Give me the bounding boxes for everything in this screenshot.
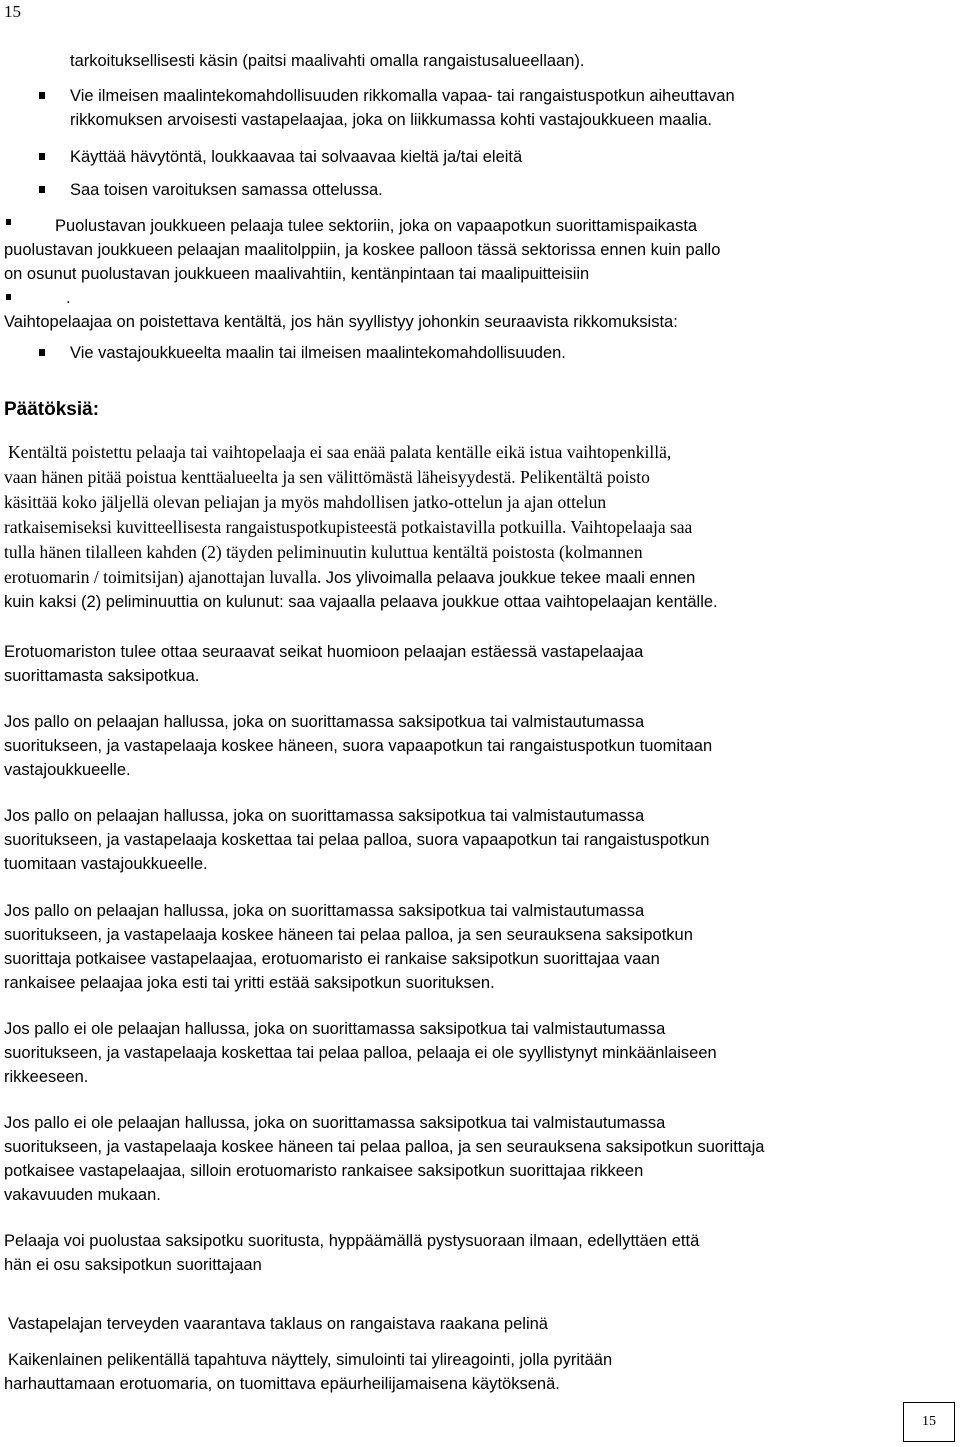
paragraph-line: tuomitaan vastajoukkueelle. <box>4 855 208 873</box>
bullet-icon <box>39 153 45 160</box>
paragraph-line <box>8 440 671 464</box>
paragraph-line: rikkeeseen. <box>4 1068 89 1086</box>
paragraph-line: Pelaaja voi puolustaa saksipotku suoritusta, hyppäämällä pystysuoraan ilmaan, edellyttäen että <box>4 1232 700 1250</box>
text-run: vaan hänen pitää poistua kenttäalueelta ja sen välittömästä läheisyydestä. Pelikentältä poisto <box>4 467 650 487</box>
text-run: ratkaisemiseksi kuvitteellisesta rangaistuspotkupisteestä potkaistavilla potkuilla. Vaihtopelaaja saa <box>4 517 693 537</box>
bullet-icon <box>6 219 11 225</box>
paragraph-line: suoritukseen, ja vastapelaaja koskee häneen tai pelaa palloa, ja sen seurauksena saksipotkun suorittaja <box>4 1138 765 1156</box>
paragraph-line: Jos pallo ei ole pelaajan hallussa, joka on suorittamassa saksipotkua tai valmistautumassa <box>4 1114 666 1132</box>
paragraph-line: suoritukseen, ja vastapelaaja koskettaa tai pelaa palloa, suora vapaapotkun tai rangaistuspotkun <box>4 831 710 849</box>
defender-rule-line: on osunut puolustavan joukkueen maalivahtiin, kentänpintaan tai maalipuitteisiin <box>4 265 590 283</box>
paragraph-line: Jos pallo ei ole pelaajan hallussa, joka on suorittamassa saksipotkua tai valmistautumassa <box>4 1020 666 1038</box>
text-run: kuin kaksi (2) peliminuuttia on kulunut: saa vajaalla pelaava joukkue ottaa vaihtopelaajan kentälle. <box>4 593 718 611</box>
paragraph-line: hän ei osu saksipotkun suorittajaan <box>4 1256 262 1274</box>
page-number-top: 15 <box>4 2 21 21</box>
page-number-bottom: 15 <box>922 1414 936 1429</box>
substitute-item: Vie vastajoukkueelta maalin tai ilmeisen maalintekomahdollisuuden. <box>70 344 566 362</box>
paragraph-line: rankaisee pelaajaa joka esti tai yritti estää saksipotkun suorituksen. <box>4 974 495 992</box>
paragraph-line: vastajoukkueelle. <box>4 761 131 779</box>
bullet-icon <box>6 294 11 300</box>
bullet-icon <box>39 349 45 356</box>
page-number-box <box>903 1402 955 1442</box>
paragraph-line <box>4 465 650 489</box>
substitute-intro: Vaihtopelaajaa on poistettava kentältä, jos hän syyllistyy johonkin seuraavista rikkomuksista: <box>4 313 678 331</box>
bullet-icon <box>39 92 45 99</box>
paragraph-line <box>4 515 692 539</box>
paragraph-line <box>4 490 606 514</box>
list-item-line: rikkomuksen arvoisesti vastapelaajaa, joka on liikkumassa kohti vastajoukkueen maalia. <box>70 111 712 129</box>
paragraph-line: potkaisee vastapelaajaa, silloin erotuomaristo rankaisee saksipotkun suorittajaa rikkeen <box>4 1162 644 1180</box>
bullet-icon <box>39 186 45 193</box>
paragraph-line: vakavuuden mukaan. <box>4 1186 161 1204</box>
paragraph-line: suorittamasta saksipotkua. <box>4 667 200 685</box>
paragraph-line <box>4 565 695 590</box>
paragraph-line: suoritukseen, ja vastapelaaja koskettaa tai pelaa palloa, pelaaja ei ole syyllistynyt minkäänlaiseen <box>4 1044 717 1062</box>
list-continuation: tarkoituksellisesti käsin (paitsi maalivahti omalla rangaistusalueellaan). <box>70 52 585 70</box>
list-item-line: Vie ilmeisen maalintekomahdollisuuden rikkomalla vapaa- tai rangaistuspotkun aiheuttavan <box>70 87 735 105</box>
defender-rule-line: Puolustavan joukkueen pelaaja tulee sektoriin, joka on vapaapotkun suorittamispaikasta <box>55 217 698 235</box>
paragraph-line: Erotuomariston tulee ottaa seuraavat seikat huomioon pelaajan estäessä vastapelaajaa <box>4 643 644 661</box>
paragraph-line: suoritukseen, ja vastapelaaja koskee häneen, suora vapaapotkun tai rangaistuspotkun tuomitaan <box>4 737 713 755</box>
defender-rule-line: puolustavan joukkueen pelaajan maalitolppiin, ja koskee palloon tässä sektorissa ennen kuin pallo <box>4 241 721 259</box>
text-run: käsittää koko jäljellä olevan peliajan ja myös mahdollisen jatko-ottelun ja ajan ottelun <box>4 492 607 512</box>
list-item-line: Käyttää hävytöntä, loukkaavaa tai solvaavaa kieltä ja/tai eleitä <box>70 148 523 166</box>
paragraph-line: Jos pallo on pelaajan hallussa, joka on suorittamassa saksipotkua tai valmistautumassa <box>4 713 645 731</box>
paragraph-line: suorittaja potkaisee vastapelaajaa, erotuomaristo ei rankaise saksipotkun suorittajaa vaan <box>4 950 660 968</box>
paragraph-line: Jos pallo on pelaajan hallussa, joka on suorittamassa saksipotkua tai valmistautumassa <box>4 902 645 920</box>
text-run: Kentältä poistettu pelaaja tai vaihtopelaaja ei saa enää palata kentälle eikä istua vaihtopenkillä, <box>8 442 672 462</box>
list-item-line: Saa toisen varoituksen samassa ottelussa. <box>70 181 383 199</box>
text-run: erotuomarin / toimitsijan) ajanottajan luvalla. <box>4 567 326 587</box>
paragraph-line: suoritukseen, ja vastapelaaja koskee häneen tai pelaa palloa, ja sen seurauksena saksipotkun <box>4 926 693 944</box>
defender-dot: . <box>66 289 71 307</box>
paragraph-line: Vastapelajan terveyden vaarantava taklaus on rangaistava raakana pelinä <box>8 1315 548 1333</box>
text-run: Jos ylivoimalla pelaava joukkue tekee maali ennen <box>325 569 696 587</box>
paragraph-line: harhauttamaan erotuomaria, on tuomittava epäurheilijamaisena käytöksenä. <box>4 1375 560 1393</box>
text-run: tulla hänen tilalleen kahden (2) täyden peliminuutin kuluttua kentältä poistosta (kolmannen <box>4 542 643 562</box>
paragraph-line: Jos pallo on pelaajan hallussa, joka on suorittamassa saksipotkua tai valmistautumassa <box>4 807 645 825</box>
paragraph-line <box>4 540 643 564</box>
paragraph-line: Kaikenlainen pelikentällä tapahtuva näyttely, simulointi tai ylireagointi, jolla pyritään <box>8 1351 613 1369</box>
paragraph-line <box>4 590 718 614</box>
section-heading: Päätöksiä: <box>4 399 100 420</box>
